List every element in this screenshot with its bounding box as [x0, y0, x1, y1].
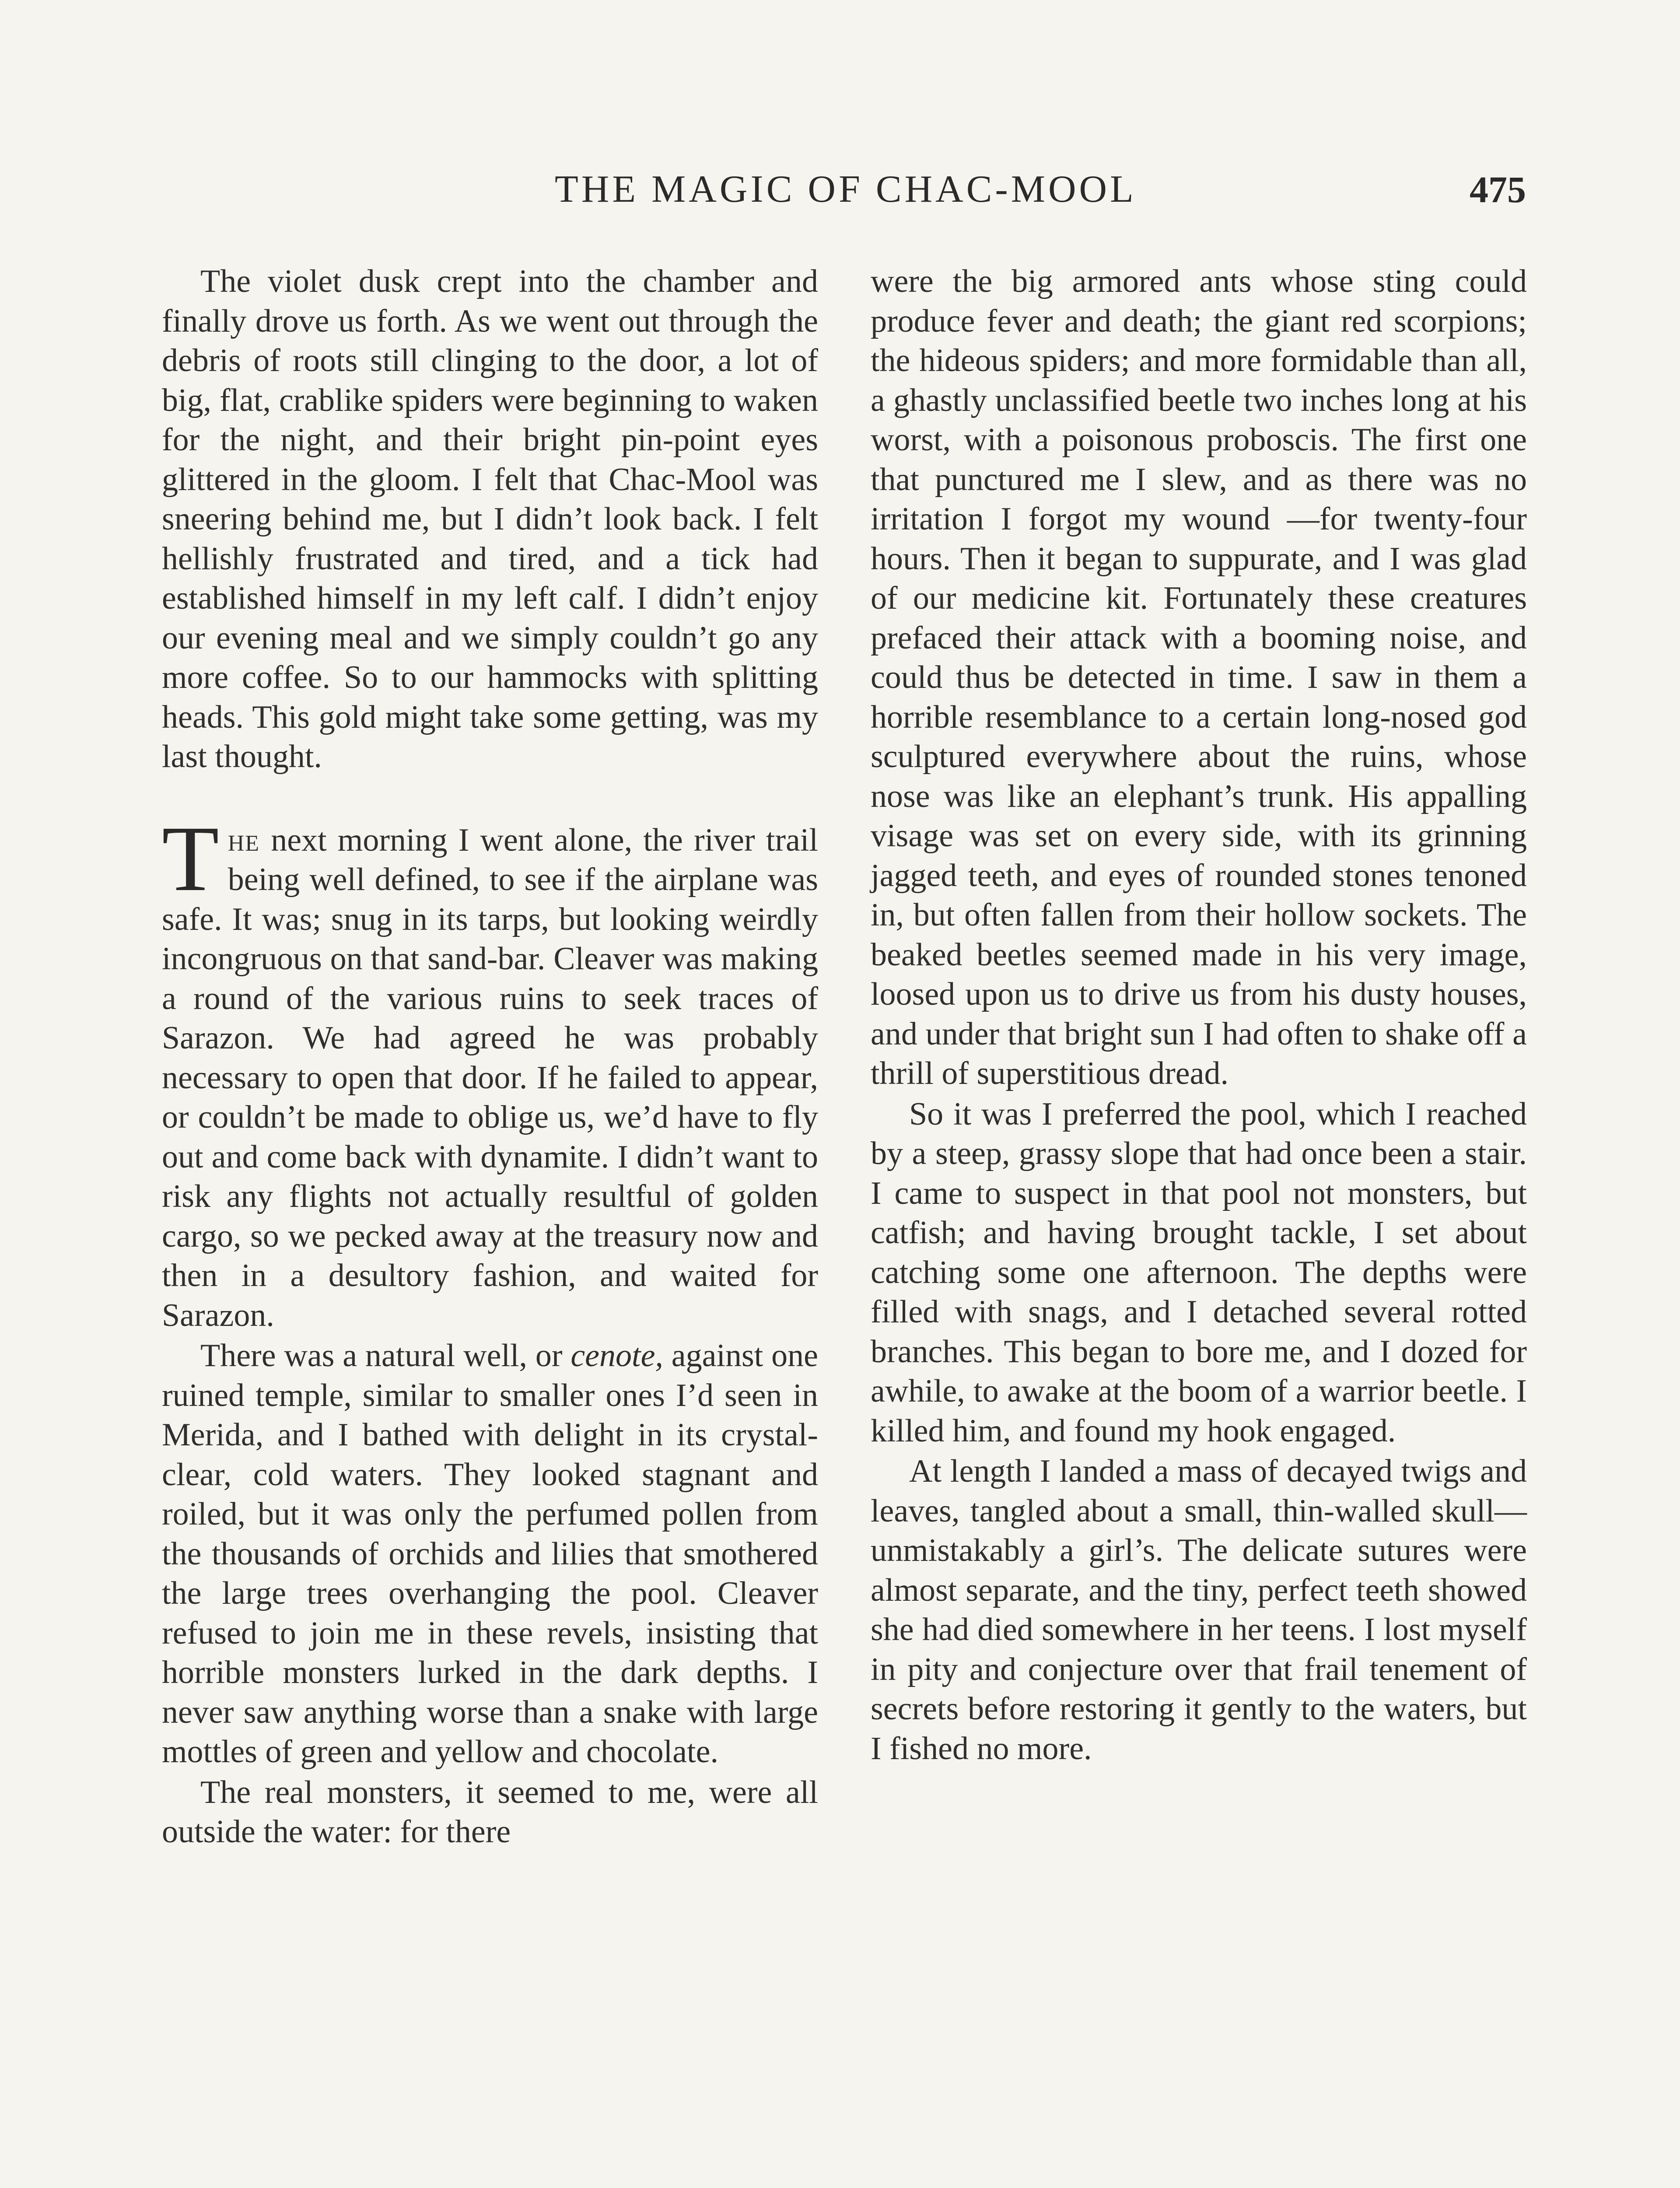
- page-number: 475: [1470, 168, 1526, 210]
- running-title: THE MAGIC OF CHAC-MOOL: [555, 168, 1137, 210]
- paragraph-text: against one ruined temple, similar to smaller ones I’d seen in Merida, and I bathed with delight in its crystal-clear, cold waters. They looked stagnant and roiled, but it was only the perfumed pollen from the thousands of orchids and lilies that smothered the large trees overhanging the pool. Cleaver refused to join me in these revels, insisting that horrible monsters lurked in the dark depths. I never saw anything worse than a snake with large mottles of green and yellow and chocolate.: [162, 1338, 818, 1770]
- drop-cap: T: [162, 806, 219, 911]
- paragraph: So it was I preferred the pool, which I reached by a steep, grassy slope that had once been a stair. I came to suspect in that pool not monsters, but catfish; and having brought tackle, I set about catching some one afternoon. The depths were filled with snags, and I detached several rotted branches. This began to bore me, and I dozed for awhile, to awake at the boom of a warrior beetle. I killed him, and found my hook engaged.: [871, 1096, 1527, 1449]
- paragraph: At length I landed a mass of decayed twigs and leaves, tangled about a small, thin-walled skull—unmistakably a girl’s. The delicate sutures were almost separate, and the tiny, perfect teeth showed she had died somewhere in her teens. I lost myself in pity and conjecture over that frail tenement of secrets before restoring it gently to the waters, but I fished no more.: [871, 1453, 1527, 1767]
- paragraph: [162, 1336, 818, 1772]
- page-header: [161, 165, 1526, 214]
- paragraph-text: next morning I went alone, the river trail being well defined, to see if the airplane was safe. It was; snug in its tarps, but looking weirdly incongruous on that sand-bar. Cleaver was making a round of the various ruins to seek traces of Sarazon. We had agreed he was probably necessary to open that door. If he failed to appear, or couldn’t be made to oblige us, we’d have to fly out and come back with dynamite. I didn’t want to risk any flights not actually resultful of golden cargo, so we pecked away at the treasury now and then in a desultory fashion, and waited for Sarazon.: [162, 822, 818, 1333]
- right-column: [871, 262, 1527, 1768]
- italic-word: cenote,: [570, 1338, 663, 1374]
- continued-paragraph: were the big armored ants whose sting could produce fever and death; the giant red scorpions; the hideous spiders; and more formidable than all, a ghastly unclassified beetle two inches long at his worst, with a poisonous proboscis. The first one that punctured me I slew, and as there was no irritation I forgot my wound —for twenty-four hours. Then it began to suppurate, and I was glad of our medicine kit. Fortunately these creatures prefaced their attack with a booming noise, and could thus be detected in time. I saw in them a horrible resemblance to a certain long-nosed god sculptured everywhere about the ruins, whose nose was like an elephant’s trunk. His appalling visage was set on every side, with its grinning jagged teeth, and eyes of rounded stones tenoned in, but often fallen from their hollow sockets. The beaked beetles seemed made in his very image, loosed upon us to drive us from his dusty houses, and under that bright sun I had often to shake off a thrill of superstitious dread.: [871, 263, 1527, 1091]
- paragraph: The violet dusk crept into the chamber and finally drove us forth. As we went out through the debris of roots still clinging to the door, a lot of big, flat, crablike spiders were beginning to waken for the night, and their bright pin-point eyes glittered in the gloom. I felt that Chac-Mool was sneering behind me, but I didn’t look back. I felt hellishly frustrated and tired, and a tick had established himself in my left calf. I didn’t enjoy our evening meal and we simply couldn’t go any more coffee. So to our hammocks with splitting heads. This gold might take some getting, was my last thought.: [162, 263, 818, 775]
- left-column: [162, 262, 818, 1852]
- small-caps-word: he: [228, 822, 260, 858]
- section-start-paragraph: [162, 806, 818, 1336]
- paragraph-text: There was a natural well, or: [200, 1338, 571, 1374]
- paragraph: The real monsters, it seemed to me, were all outside the water: for there: [162, 1774, 818, 1850]
